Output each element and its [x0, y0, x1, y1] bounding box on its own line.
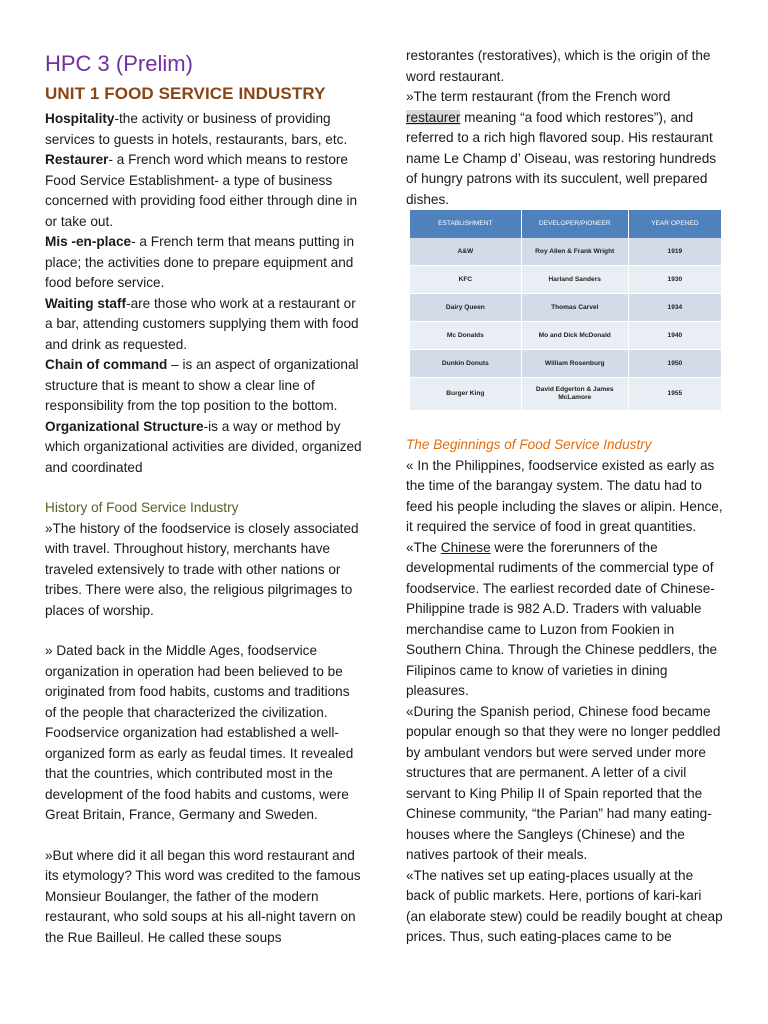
column-header: ESTABLISHMENT	[410, 210, 521, 238]
term: Mis -en-place	[45, 234, 132, 249]
text: were the forerunners of the developmental rudiments of the commercial type of foodservice. The earliest recorded date of Chinese-Philippine trade is 982 A.D. Traders with valuable merchandise came to Luzon from Fookien in Southern China. Through the Chinese peddlers, the Filipinos came to know of varieties in dining pleasures.	[406, 539, 718, 698]
term: Organizational Structure	[45, 418, 204, 434]
term: Hospitality	[45, 111, 115, 126]
table-cell: Mc Donalds	[410, 322, 521, 350]
unit-heading: UNIT 1 FOOD SERVICE INDUSTRY	[45, 84, 326, 103]
right-column-top	[406, 46, 724, 210]
definition-organizational-structure	[45, 417, 363, 479]
definition-text: -the activity or business of providing services to guests in hotels, restaurants, bars, etc.	[45, 111, 348, 147]
table-cell: A&W	[410, 238, 521, 266]
table-row	[410, 266, 722, 294]
table-cell: William Rosenburg	[521, 350, 628, 378]
table-row	[410, 350, 722, 378]
column-header: YEAR OPENED	[628, 210, 721, 238]
table-cell: David Edgerton & James McLamore	[521, 378, 628, 411]
table-cell: 1930	[628, 266, 721, 294]
table-cell: Harland Sanders	[521, 266, 628, 294]
term: Restaurer	[45, 152, 109, 167]
beginnings-paragraph: «The natives set up eating-places usually at the back of public markets. Here, portions of kari-kari (an elaborate stew) could be readily bought at cheap prices. Thus, such eating-places came to be	[406, 867, 723, 944]
text: meaning “a food which restores”), and referred to a rich high flavored soup. His restaurant name Le Champ d’ Oiseau, was restoring hundreds of hungry patrons with its succulent, well prepared dishes.	[406, 109, 717, 207]
table-cell: KFC	[410, 266, 521, 294]
text: «The	[406, 539, 441, 555]
table-cell: Thomas Carvel	[521, 294, 628, 322]
table-cell: 1950	[628, 350, 721, 378]
table-cell: Mo and Dick McDonald	[521, 322, 628, 350]
definition-text: – is an aspect of organizational structure that is meant to show a clear line of responsibility from the top position to the bottom.	[45, 357, 359, 413]
definition-text: - a French term that means putting in place; the activities done to prepare equipment and food before service.	[45, 234, 355, 290]
definition-waiting-staff	[45, 294, 363, 356]
table-row	[410, 378, 722, 411]
table-row	[410, 238, 722, 266]
restaurant-paragraph	[406, 87, 724, 210]
history-paragraph: »The history of the foodservice is closely associated with travel. Throughout history, merchants have traveled extensively to trade with other nations or tribes. There were also, the religious pilgrimages to places of worship.	[45, 520, 359, 618]
beginnings-heading: The Beginnings of Food Service Industry	[406, 437, 652, 452]
establishments-table	[410, 210, 722, 411]
definition-text: - a French word which means to restore Food Service Establishment- a type of business concerned with providing food either through dine in or take out.	[45, 152, 358, 229]
table-cell: 1955	[628, 378, 721, 411]
definition-chain-of-command	[45, 355, 363, 417]
definition-restaurer	[45, 150, 363, 232]
history-paragraph: » Dated back in the Middle Ages, foodservice organization in operation had been believed to be originated from food habits, customs and traditions of the people that characterized the civilization. Foodservice organization had established a well-organized form as early as feudal times. It revealed that the countries, which contributed most in the development of the food habits and customs, were Great Britain, France, Germany and Sweden.	[45, 643, 354, 822]
underlined-word: Chinese	[440, 539, 491, 555]
history-paragraph: »But where did it all began this word restaurant and its etymology? This word was credited to the famous Monsieur Boulanger, the father of the modern restaurant, who sold soups at his all-night tavern on the Rue Bailleul. He called these soups	[45, 847, 361, 945]
table-cell: Burger King	[410, 378, 521, 411]
definition-text: -are those who work at a restaurant or a bar, attending customers supplying them with food and drink as requested.	[45, 295, 359, 352]
table-cell: Roy Allen & Frank Wright	[521, 238, 628, 266]
beginnings-paragraph: « In the Philippines, foodservice existed as early as the time of the barangay system. The datu had to feed his people including the slaves or alipin. Hence, it required the service of food in great quantities.	[406, 457, 723, 534]
beginnings-paragraph	[406, 538, 724, 702]
definition-mis-en-place	[45, 232, 363, 294]
beginnings-paragraph: «During the Spanish period, Chinese food became popular enough so that they were no longer peddled by ambulant vendors but were served under more structures that are permanent. A letter of a civil servant to King Philip II of Spain reported that the Chinese community, “the Parian” had many eating-houses where the Sangleys (Chinese) and the natives partook of their meals.	[406, 703, 721, 862]
history-heading: History of Food Service Industry	[45, 500, 239, 515]
document-title: HPC 3 (Prelim)	[45, 51, 193, 76]
text: »The term restaurant (from the French word	[406, 89, 671, 104]
table-cell: 1919	[628, 238, 721, 266]
highlighted-word: restaurer	[406, 109, 461, 125]
table-row	[410, 294, 722, 322]
definition-text: -is a way or method by which organizational activities are divided, organized and coordinated	[45, 418, 362, 475]
table-cell: 1934	[628, 294, 721, 322]
right-column-bottom	[406, 435, 724, 948]
table-cell: 1940	[628, 322, 721, 350]
left-column	[45, 109, 363, 948]
restaurant-paragraph: restorantes (restoratives), which is the origin of the word restaurant.	[406, 48, 711, 84]
term: Chain of command	[45, 357, 168, 372]
column-header: DEVELOPER/PIONEER	[521, 210, 628, 238]
table-cell: Dunkin Donuts	[410, 350, 521, 378]
term: Waiting staff	[45, 295, 127, 311]
definition-hospitality	[45, 109, 363, 150]
table-row	[410, 322, 722, 350]
table-cell: Dairy Queen	[410, 294, 521, 322]
